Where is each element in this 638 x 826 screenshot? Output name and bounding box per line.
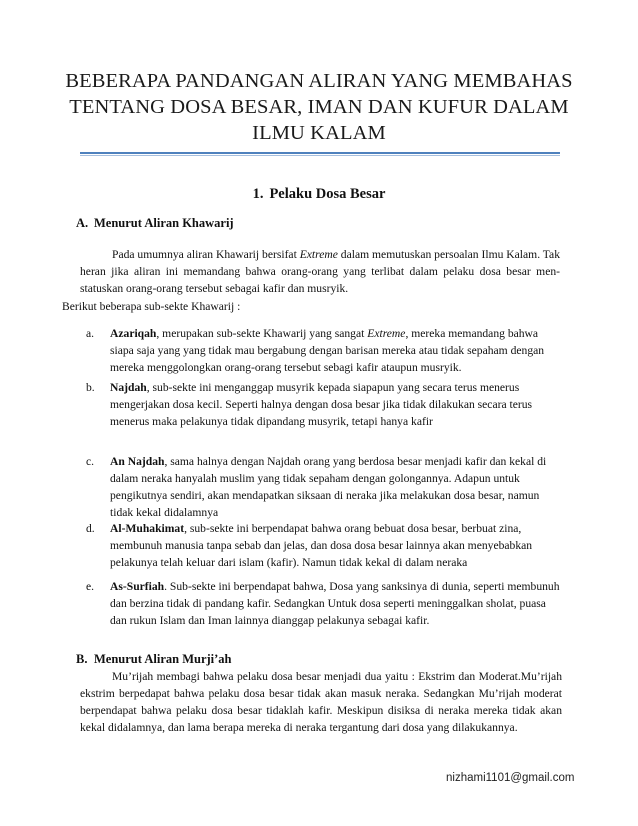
murjiah-paragraph: Mu’rijah membagi bahwa pelaku dosa besar menjadi dua yaitu : Ekstrim dan Moderat.Mu’rijah ekstrim berpedapat bahwa pelaku dosa besar tidak akan masuk neraka. Sedangkan Mu’rijah moderat berpendapat bahwa pelaku dosa besar tidaklah kafir. Meskipun disiksa di neraka mereka tidak akan kekal didalamnya, dan lama berapa mereka di neraka tergantung dari dosa yang dilakukannya. [80, 670, 562, 734]
list-marker: c. [86, 455, 95, 468]
term: Al-Muhakimat [110, 522, 185, 535]
subsection-letter: A. [76, 216, 89, 230]
term: Azariqah [110, 327, 157, 340]
subsection-title: Menurut Aliran Murji’ah [94, 652, 232, 666]
subsection-title: Menurut Aliran Khawarij [94, 216, 234, 230]
title-underline-thin [80, 155, 560, 156]
term: Najdah [110, 381, 147, 394]
list-marker: d. [86, 522, 95, 535]
list-item: e. As-Surfiah. Sub-sekte ini berpendapat bahwa, Dosa yang sanksinya di dunia, seperti membunuh dan berzina tidak di pandang kafir. Sedangkan Untuk dosa seperti meninggalkan sholat, puasa dan rukun Islam dan Iman lainnya dianggap pelakunya sebagai kafir. [86, 580, 560, 627]
list-marker: a. [86, 327, 95, 340]
list-item: b. Najdah, sub-sekte ini menganggap musyrik kepada siapapun yang secara terus menerus mengerjakan dosa kecil. Seperti halnya dengan dosa besar jika tidak dilakukan secara terus menerus maka pelakunya tidak dipandang musyrik, tetapi hanya kafir [86, 381, 533, 428]
subsection-heading-b [76, 652, 232, 667]
khawarij-paragraph: Pada umumnya aliran Khawarij bersifat Extreme dalam memutuskan persoalan Ilmu Kalam. Tak heran jika aliran ini memandang bahwa orang-orang yang terlibat dalam pelaku dosa besar men-statuskan orang-orang tersebut sebagai kafir dan musryik. [80, 248, 560, 295]
subsection-letter: B. [76, 652, 88, 666]
subsekte-intro: Berikut beberapa sub-sekte Khawarij : [62, 300, 241, 313]
list-marker: b. [86, 381, 95, 394]
title-underline [80, 152, 560, 154]
list-item: d. Al-Muhakimat, sub-sekte ini berpendapat bahwa orang bebuat dosa besar, berbuat zina, membunuh manusia tanpa sebab dan jelas, dan dosa dosa besar lainnya akan menyebabkan pelakunya telah keluar dari islam (kafir). Namun tidak kekal di dalam neraka [86, 522, 533, 569]
section-heading [0, 186, 638, 203]
list-item: c. An Najdah, sama halnya dengan Najdah orang yang berdosa besar menjadi kafir dan kekal di dalam neraka hanyalah muslim yang tidak sepaham dengan golongannya. Adapun untuk pengikutnya sendiri, akan mendapatkan siksaan di neraka jika melakukan dosa besar, namun tidak kekal didalamnya [86, 455, 547, 519]
section-number: 1. [252, 186, 264, 202]
list-item: a. Azariqah, merupakan sub-sekte Khawarij yang sangat Extreme, mereka memandang bahwa siapa saja yang yang tidak mau bergabung dengan barisan mereka atau tidak sepaham dengan mereka menggolongkan orang-orang tersebut sebagi kafir ataupun musryik. [86, 327, 545, 374]
subsection-heading-a [76, 216, 234, 231]
section-title: Pelaku Dosa Besar [269, 186, 386, 202]
term: As-Surfiah [110, 580, 165, 593]
document-title: BEBERAPA PANDANGAN ALIRAN YANG MEMBAHAS TENTANG DOSA BESAR, IMAN DAN KUFUR DALAM ILMU KALAM [65, 70, 573, 144]
footer-email: nizhami1101@gmail.com [446, 772, 575, 784]
list-marker: e. [86, 580, 95, 593]
term: An Najdah [110, 455, 165, 468]
